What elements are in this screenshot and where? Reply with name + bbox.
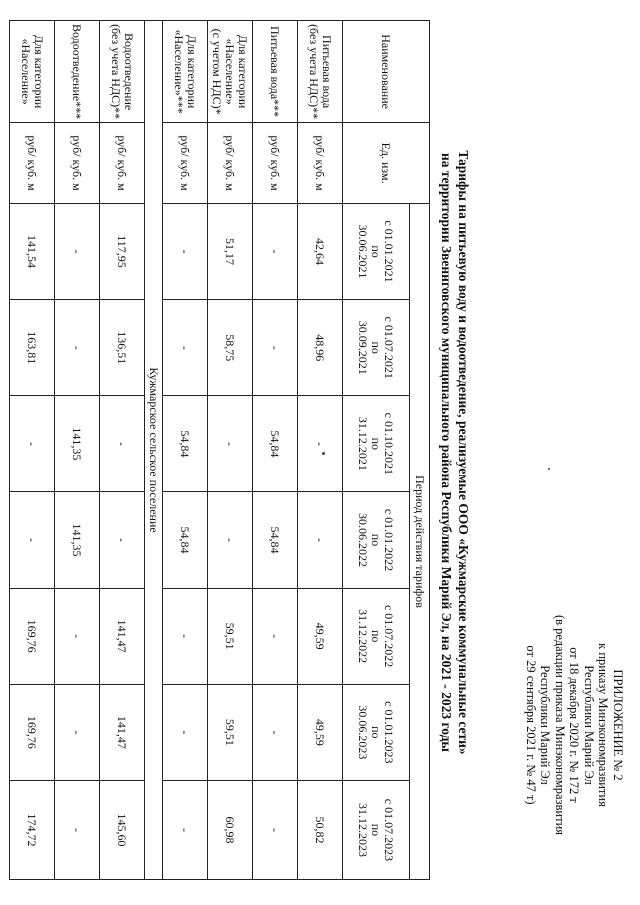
- period-header: [343, 396, 410, 492]
- period-header: [343, 492, 410, 588]
- tariff-value: -: [298, 396, 343, 492]
- row-name: [10, 21, 55, 123]
- title-line-1: Тарифы на питьевую воду и водоотведение, реализуемые ООО «Кужмарские коммунальные сети»: [456, 150, 471, 755]
- period-header: [343, 203, 410, 299]
- row-name: [298, 21, 343, 123]
- tariff-value: 59,51: [208, 588, 253, 684]
- tariff-value: 141,54: [10, 203, 55, 299]
- table-row: [55, 21, 100, 880]
- appendix-line: (в редакции приказа Минэкономразвития: [553, 614, 567, 836]
- tariff-value: 50,82: [298, 780, 343, 879]
- row-name-line: Для категории: [185, 34, 199, 109]
- period-header-line: с 01.01.2021: [382, 220, 397, 283]
- row-unit: руб/ куб. м: [10, 123, 55, 204]
- period-header-line: с 01.10.2021: [382, 412, 397, 475]
- appendix-line: Республики Марий Эл: [582, 665, 596, 785]
- period-header-line: по: [369, 726, 384, 739]
- tariff-value: 141,47: [100, 684, 145, 780]
- row-name: [163, 21, 208, 123]
- tariff-value: 54,84: [163, 492, 208, 588]
- row-name-line: Водоотведение: [122, 33, 136, 111]
- row-name-line: (с учетом НДС)*: [210, 28, 225, 115]
- tariff-value: 49,59: [298, 588, 343, 684]
- tariff-value: 163,81: [10, 300, 55, 396]
- table-row: [100, 21, 145, 880]
- row-name-line: «Население»: [223, 38, 238, 105]
- tariff-value: -: [208, 396, 253, 492]
- tariff-value: -: [208, 492, 253, 588]
- period-header-line: 30.06.2022: [356, 513, 371, 567]
- row-name-line: Питьевая вода: [320, 35, 334, 109]
- tariff-value: -: [163, 780, 208, 879]
- tariff-value: 60,98: [208, 780, 253, 879]
- header-unit: Ед. изм.: [343, 123, 430, 204]
- table-body: [10, 21, 343, 880]
- tariff-value: -: [253, 300, 298, 396]
- table-row: [298, 21, 343, 880]
- period-header-line: по: [369, 245, 384, 258]
- row-name-line: (без учета НДС)**: [307, 24, 321, 120]
- row-name-line: Водоотведение***: [70, 24, 85, 120]
- period-header-line: с 01.07.2023: [382, 798, 397, 862]
- row-unit: руб/ куб. м: [208, 123, 253, 204]
- tariff-value: 48,96: [298, 300, 343, 396]
- tariff-value: 54,84: [163, 396, 208, 492]
- tariff-value: 117,95: [100, 203, 145, 299]
- tariff-value: -: [10, 492, 55, 588]
- tariff-value: -: [55, 780, 100, 879]
- tariff-value: -: [163, 203, 208, 299]
- table-row: [10, 21, 55, 880]
- tariff-value: 174,72: [10, 780, 55, 879]
- row-unit: руб/ куб. м: [163, 123, 208, 204]
- tariff-value: -: [298, 492, 343, 588]
- tariff-value: -: [100, 492, 145, 588]
- header-name: Наименование: [343, 21, 430, 123]
- row-name-line: «Население»***: [172, 29, 186, 114]
- tariff-value: 141,47: [100, 588, 145, 684]
- row-name: [100, 21, 145, 123]
- row-name: [253, 21, 298, 123]
- tariff-value: 54,84: [253, 396, 298, 492]
- tariff-value: -: [253, 780, 298, 879]
- scan-speck: [548, 468, 550, 470]
- tariff-value: 145,60: [100, 780, 145, 879]
- tariff-table: [9, 20, 430, 880]
- tariff-value: -: [55, 203, 100, 299]
- tariff-value: 54,84: [253, 492, 298, 588]
- tariff-value: -: [55, 300, 100, 396]
- period-header-line: 31.12.2023: [356, 802, 371, 857]
- tariff-value: 42,64: [298, 203, 343, 299]
- row-name-line: (без учета НДС)**: [109, 24, 123, 120]
- tariff-value: 141,35: [55, 396, 100, 492]
- section-row: [145, 21, 163, 880]
- appendix-line: к приказу Минэкономразвития: [596, 643, 611, 807]
- period-header: [343, 300, 410, 396]
- row-name: [55, 21, 100, 123]
- tariff-value: -: [253, 684, 298, 780]
- period-header-line: 30.06.2021: [356, 224, 371, 279]
- period-header-line: с 01.01.2023: [382, 701, 397, 764]
- document-title: [438, 30, 472, 875]
- tariff-value: -: [253, 203, 298, 299]
- section-title: Кужмарское сельское поселение: [145, 21, 163, 880]
- row-name-line: Питьевая вода***: [268, 26, 283, 118]
- period-header-line: по: [369, 629, 384, 643]
- tariff-value: 169,76: [10, 588, 55, 684]
- row-unit: руб/ куб. м: [298, 123, 343, 204]
- tariff-value: -: [163, 300, 208, 396]
- appendix-line: от 18 декабря 2020 г. № 172 т: [567, 647, 582, 803]
- period-header-line: 31.12.2022: [356, 609, 371, 664]
- tariff-value: 59,51: [208, 684, 253, 780]
- appendix-line: ПРИЛОЖЕНИЕ № 2: [611, 669, 625, 781]
- tariff-value: -: [163, 588, 208, 684]
- appendix-line: Республики Марий Эл: [538, 665, 553, 785]
- period-header-line: 30.06.2023: [356, 705, 371, 760]
- scan-speck: [322, 452, 325, 455]
- row-name-line: Для категории: [32, 34, 46, 109]
- row-unit: руб/ куб. м: [253, 123, 298, 204]
- period-header-line: по: [369, 533, 384, 547]
- title-line-2: на территории Звениговского муниципального района Республики Марий Эл, на 2021 - 2023 годы: [439, 153, 454, 752]
- period-header: [343, 780, 410, 879]
- period-header-line: по: [369, 437, 384, 451]
- tariff-value: 51,17: [208, 203, 253, 299]
- tariff-value: 169,76: [10, 684, 55, 780]
- table-row: [163, 21, 208, 880]
- tariff-value: 58,75: [208, 300, 253, 396]
- tariff-value: 141,35: [55, 492, 100, 588]
- appendix-block: [524, 575, 626, 875]
- tariff-value: -: [163, 684, 208, 780]
- header-period: Период действия тарифов: [410, 203, 430, 879]
- row-name-line: Для категории: [236, 34, 251, 109]
- period-header-line: с 01.07.2022: [382, 604, 397, 668]
- tariff-value: -: [55, 684, 100, 780]
- table-row: [208, 21, 253, 880]
- tariff-value: 136,51: [100, 300, 145, 396]
- period-header-line: 31.12.2021: [356, 416, 371, 471]
- period-header: [343, 684, 410, 780]
- period-header-line: по: [369, 823, 384, 837]
- period-header-line: по: [369, 341, 384, 354]
- period-header: [343, 588, 410, 684]
- tariff-value: -: [55, 588, 100, 684]
- tariff-value: -: [100, 396, 145, 492]
- row-name: [208, 21, 253, 123]
- table-row: [253, 21, 298, 880]
- appendix-line: от 29 сентября 2021 г. № 47 т): [524, 645, 538, 805]
- period-header-line: с 01.07.2021: [382, 316, 397, 379]
- period-header-line: с 01.01.2022: [382, 508, 397, 572]
- row-unit: руб/ куб. м: [55, 123, 100, 204]
- tariff-value: -: [10, 396, 55, 492]
- tariff-value: 49,59: [298, 684, 343, 780]
- period-header-line: 30.09.2021: [356, 320, 371, 375]
- row-unit: руб/ куб. м: [100, 123, 145, 204]
- row-name-line: «Население»: [19, 38, 33, 105]
- tariff-value: -: [253, 588, 298, 684]
